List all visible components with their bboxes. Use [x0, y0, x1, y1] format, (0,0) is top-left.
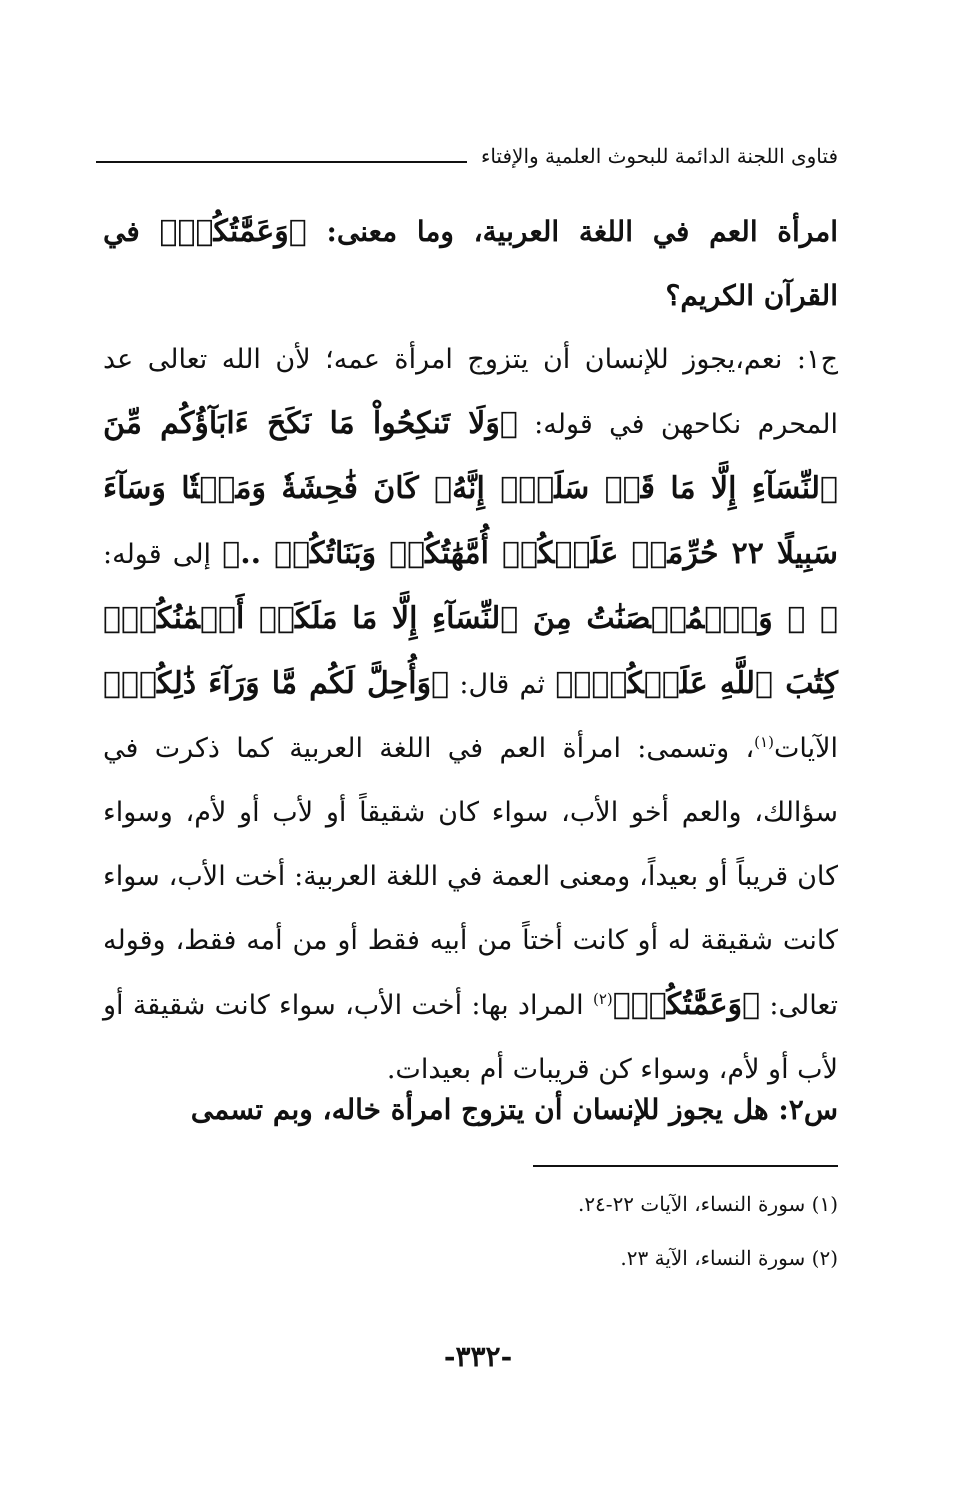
answer-1-part-2: إلى قوله:: [103, 539, 223, 570]
footnote-rule: [533, 1165, 838, 1167]
verse-an-nisa-22-23: ﴿وَلَا تَنكِحُواْ مَا نَكَحَ ءَابَآؤُكُم مِّنَ ٱلنِّسَآءِ إِلَّا مَا قَدۡ سَلَفَۚ إِنَّهُۥ كَانَ فَٰحِشَةٗ وَمَقۡتٗا وَسَآءَ سَبِيلًا ٢٢ حُرِّمَتۡ عَلَيۡكُمۡ أُمَّهَٰتُكُمۡ وَبَنَاتُكُمۡ ..﴾: [103, 406, 838, 571]
question-1-verse: ﴿وَعَمَّٰتُكُمۡ﴾: [159, 214, 307, 249]
header-title: فتاوى اللجنة الدائمة للبحوث العلمية والإفتاء: [480, 144, 838, 168]
question-1-text-a: امرأة العم في اللغة العربية، وما معنى:: [306, 215, 838, 248]
footnote-ref-2[interactable]: (٢): [592, 990, 613, 1008]
footnote-ref-1[interactable]: (١): [754, 733, 774, 751]
page-number: -٣٣٢-: [443, 1340, 513, 1373]
answer-1-part-6: المراد بها: أخت الأب، سواء كانت شقيقة أو لأب أو لأم، وسواء كن قريبات أم بعيدات.: [103, 990, 838, 1085]
answer-1: [103, 328, 838, 1102]
answer-1-part-3: ثم قال:: [449, 669, 556, 700]
verse-an-nisa-24-a: ﴿ ۞ وَٱلۡمُحۡصَنَٰتُ مِنَ ٱلنِّسَآءِ إِلَّا مَا مَلَكَتۡ أَيۡمَٰنُكُمۡۖ كِتَٰبَ ٱللَّهِ عَلَيۡكُمۡۚ﴾: [103, 601, 838, 701]
verse-ammatukum: ﴿وَعَمَّٰتُكُمۡ﴾: [612, 987, 761, 1022]
answer-1-label: ج١:: [782, 344, 838, 375]
question-1-text-b: في القرآن الكريم؟: [103, 215, 838, 312]
answer-1-part-5: ، وتسمى: امرأة العم في اللغة العربية كما ذكرت في سؤالك، والعم أخو الأب، سواء كان شقيقاً أو لأب أو لأم، وسواء كان قريباً أو بعيداً، ومعنى العمة في اللغة العربية: أخت الأب، سواء كانت شقيقة له أو كانت أختاً من أبيه فقط أو من أمه فقط، وقوله تعالى:: [103, 733, 838, 1021]
footnote-1: (١) سورة النساء، الآيات ٢٢-٢٤.: [577, 1192, 838, 1216]
running-header: [96, 138, 838, 174]
question-2: س٢: هل يجوز للإنسان أن يتزوج امرأة خاله، وبم تسمى: [190, 1093, 838, 1126]
answer-1-part-4: الآيات: [773, 733, 838, 764]
verse-an-nisa-24-b: ﴿وَأُحِلَّ لَكُم مَّا وَرَآءَ ذَٰلِكُمۡ﴾: [103, 666, 450, 701]
header-rule: [96, 161, 467, 163]
answer-1-part-1: نعم،يجوز للإنسان أن يتزوج امرأة عمه؛ لأن الله تعالى عد المحرم نكاحهن في قوله:: [103, 344, 838, 440]
main-text: [103, 200, 838, 1102]
question-1: [103, 200, 838, 328]
footnote-2: (٢) سورة النساء، الآية ٢٣.: [620, 1246, 838, 1270]
